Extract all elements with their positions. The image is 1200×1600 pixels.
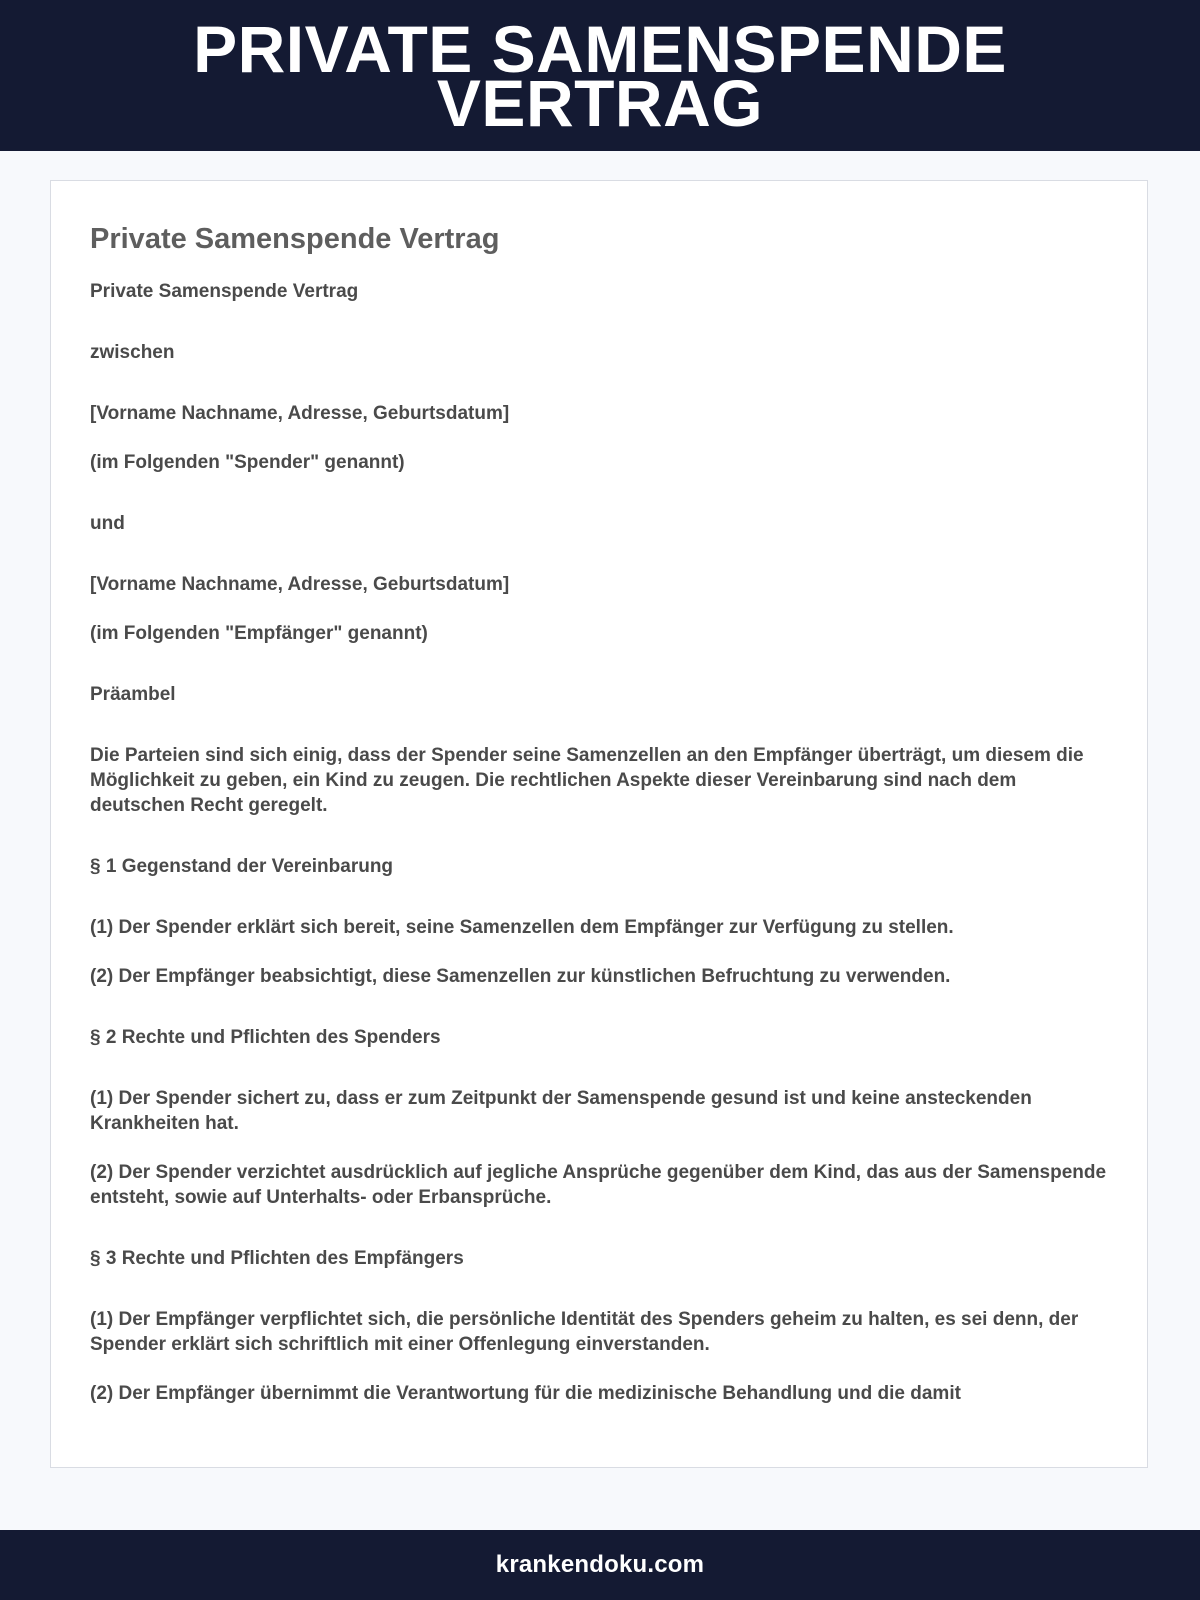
doc-section-praeambel: Präambel [90, 684, 176, 705]
doc-paragraph-1-1: (1) Der Spender erklärt sich bereit, seine Samenzellen dem Empfänger zur Verfügung zu stellen. [90, 917, 954, 938]
doc-section-2: § 2 Rechte und Pflichten des Spenders [90, 1027, 441, 1048]
doc-paragraph-title: Private Samenspende Vertrag [90, 281, 359, 302]
doc-paragraph-3-2: (2) Der Empfänger übernimmt die Verantwortung für die medizinische Behandlung und die damit [90, 1383, 961, 1404]
doc-paragraph-2-2: (2) Der Spender verzichtet ausdrücklich auf jegliche Ansprüche gegenüber dem Kind, das aus der Samenspende entsteht, sowie auf Unterhalts- oder Erbansprüche. [90, 1162, 1107, 1208]
doc-paragraph-1-2: (2) Der Empfänger beabsichtigt, diese Samenzellen zur künstlichen Befruchtung zu verwenden. [90, 966, 951, 987]
doc-paragraph-3-1: (1) Der Empfänger verpflichtet sich, die persönliche Identität des Spenders geheim zu halten, es sei denn, der Spender erklärt sich schriftlich mit einer Offenlegung einverstanden. [90, 1309, 1079, 1355]
document-heading: Private Samenspende Vertrag [90, 223, 500, 255]
page-title: PRIVATE SAMENSPENDE VERTRAG [193, 11, 1007, 140]
doc-paragraph-zwischen: zwischen [90, 342, 175, 363]
doc-paragraph-und: und [90, 513, 125, 534]
doc-paragraph-spender-def: (im Folgenden "Spender" genannt) [90, 452, 405, 473]
doc-section-3: § 3 Rechte und Pflichten des Empfängers [90, 1248, 464, 1269]
doc-paragraph-party1: [Vorname Nachname, Adresse, Geburtsdatum] [90, 403, 510, 424]
document-card [50, 180, 1148, 1468]
page-header [0, 0, 1200, 151]
doc-section-1: § 1 Gegenstand der Vereinbarung [90, 856, 394, 877]
doc-paragraph-2-1: (1) Der Spender sichert zu, dass er zum Zeitpunkt der Samenspende gesund ist und keine ansteckenden Krankheiten hat. [90, 1088, 1032, 1134]
page-footer [0, 1530, 1200, 1600]
doc-paragraph-party2: [Vorname Nachname, Adresse, Geburtsdatum] [90, 574, 510, 595]
doc-paragraph-praeambel-text: Die Parteien sind sich einig, dass der Spender seine Samenzellen an den Empfänger überträgt, um diesem die Möglichkeit zu geben, ein Kind zu zeugen. Die rechtlichen Aspekte dieser Vereinbarung sind nach dem deutschen Recht geregelt. [90, 745, 1084, 816]
footer-site-name: krankendoku.com [495, 1551, 705, 1578]
doc-paragraph-empfaenger-def: (im Folgenden "Empfänger" genannt) [90, 623, 428, 644]
